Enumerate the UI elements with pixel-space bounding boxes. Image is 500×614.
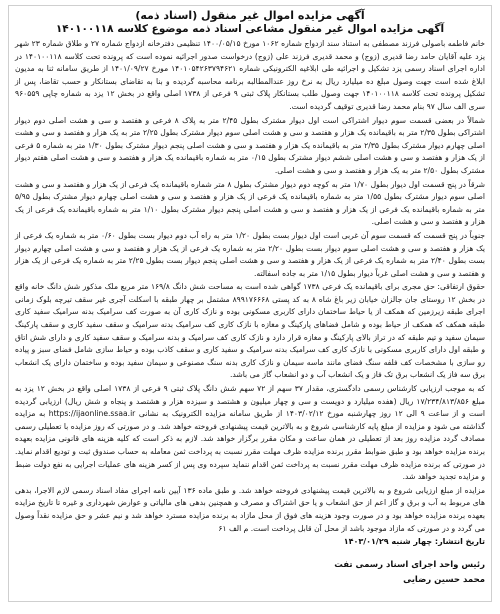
paragraph-terms: مزایده از مبلغ ارزیابی شروع و به بالاترین قیمت پیشنهادی فروخته خواهد شد. و طبق ماده ۱۳۶ آیین نامه اجرای مفاد اسناد رسمی لازم الاجرا، بدهی های مربوط به آب و برق و گاز اعم از حق انشعاب و یا حق اشتراک و مصرف و همچنین بدهی های مالیاتی و عوارض شهرداری و غیره تا تاریخ مزایده بعهده برنده مزایده خواهد بود و در صورت وجود هزینه های فوق از محل مازاد به برنده مزایده مسترد خواهد شد و نیم عشر و حق مزایده نقداً وصول می گردد و در صورتی که مازاد موجود باشد از محل آن قابل پرداخت است. م الف ۶۱ <box>15 485 486 533</box>
signature-name: محمد حسین رضایی <box>403 575 485 586</box>
paragraph-property-description: حقوق ارتفاقی: حق مجری برای باقیمانده یک فرعی ۱۷۳۸ گواهی شده است به مساحت شش دانگ ۱۶۹/۸ متر مربع ملک مذکور شش دانگ خانه واقع در بخش ۱۲ روستای جان جالزان خیابان زیر باغ شاه ۸ به کد پستی ۸۹۹۱۷۶۶۶۸ مشتمل بر چهار طبقه با اسکلت آجری غیر سقف تیرچه بلوک زمانی اجرای طبقه زیرزمین که همکف از یا حیاط ساختمان دارای کاربری مسکونی بوده و نازک کاری آن به صورت کف سرامیک بدنه سرامیک سفید کاری طبقه همکف که همکف از حیاط بوده و شامل فضاهای پارکینگ و مغازه با نازک کاری کف سرامیک بدنه سرامیک و سقف سفید کاری و سقف پارکینگ سیمان سفید و تیم طبقه که در تراز بالای پارکینگ و مغازه قرار دارد و نازک کاری کف سرامیک و بدنه سرامیک و سقف سفید کاری و دارای شش اتاق و طبقه اول دارای کاربری مسکونی با نازک کاری کف سرامیک بدنه سرامیک و سفید کاری و سقف کاذب بوده و حیاط سازی شامل فضای سبز و پیاده رو سازی با مشخصات کف فلفه سنگ فضای مانند ماسه سیمان و نازک کاری بدنه سنگ مصنوعی و سیمان سفید بوده و ساختمان دارای یک انشعاب برق سه فاز یک انشعاب برق تک فاز و یک انشعاب آب و دو انشعاب گاز می باشد. <box>15 282 485 380</box>
paragraph-valuation-auction: که به موجب ارزیابی کارشناس رسمی دادگستری، مقدار ۳۷ سهم از ۷۲ سهم شش دانگ پلاک ثبتی ۹ فرعی از ۱۷۳۸ اصلی واقع در بخش ۱۲ یزد به مبلغ ۱۷/۲۳۴/۸۱۳/۸۵۶ ریال (هفده میلیارد و دویست و سی و چهار میلیون و هشتصد و سیزده هزار و هشتصد و پنجاه و شش ریال) ارزیابی گردیده است و از ساعت ۹ الی ۱۲ روز چهارشنبه مورخ ۱۴۰۳/۰۲/۱۲ از طریق سامانه مزایده الکترونیک به نشانی https://ijaonline.ssaa.ir به مزایده گذاشته می شود و مزایده از مبلغ پایه کارشناسی شروع و به بالاترین قیمت پیشنهادی فروخته خواهد شد. و در صورتی که روز مزایده با تعطیلی رسمی مصادف گردد مزایده روز بعد از تعطیلی در همان ساعت و مکان مقرر برگزار خواهد شد. لازم به ذکر است که کلیه هزینه های قانونی مزایده بعهده برنده مزایده خواهد بود و طبق ضوابط مقرر برنده مزایده ظرف مهلت مقرر نسبت به پرداخت ثمن معامله به حساب صندوق ثبت و تودیع اقدام نماید. در صورتی که برنده مزایده ظرف مهلت مقرر نسبت به پرداخت ثمن اقدام ننماید سپرده وی پس از کسر هزینه های عملیات اجرایی به نفع دولت ضبط و مزایده تجدید خواهد شد. <box>15 384 486 482</box>
paragraph-intro: خانم فاطمه باصولی فرزند مصطفی به استناد سند ازدواج شماره ۱۰۶۲ مورخ ۱۴۰۰/۰۵/۱۵ تنظیمی دفترخانه ازدواج شماره ۲۷ و طلاق شماره ۲۳ شهر یزد علیه آقایان حامد رضا قدیری (زوج) و محمد قدیری فرزند علی (زوج) درخواست صدور اجرائیه نموده است که پرونده تحت کلاسه ۱۴۰۱۰۰۱۱۸ در اداره اجرای اسناد رسمی یزد تشکیل و اجرائیه طی ابلاغیه الکترونیکی شماره ۱۴۰۱۰۵۴۲۶۳۷۹۴۶۲۱ مورخ ۱۴۰۱/۰۹/۲۷ از طریق سامانه ثنا به مدیون ابلاغ شده است جهت وصول مبلغ ده میلیارد ریال به نرخ روز عندالمطالبه برنامه محاسبه گردیده و بنا به تقاضای بستانکار و حسب تقاضا، پس از تشکیل پرونده تحت کلاسه ۱۴۰۱۰۰۱۱۸ جهت وصول طلب بستانکار پلاک ثبتی ۹ فرعی از ۱۷۳۸ اصلی واقع در بخش ۱۲ یزد به شماره چاپی ۹۶۰۵۵۹ سری الف سال ۹۷ بنام محمد رضا قدیری توقیف گردیده است. <box>15 39 486 111</box>
notice-subtitle: آگهی مزایده اموال غیر منقول مشاعی اسناد ذمه موضوع کلاسه ۱۴۰۱۰۰۱۱۸ <box>55 23 445 35</box>
notice-body <box>9 35 491 535</box>
paragraph-south-boundary: جنوباً در پنج قسمت که قسمت سوم آن غربی است اول دیوار بست بطول ۱/۲۰ متر به راه آب دوم دیوار بست بطول ۰/۶۰ متر به شماره یک فرعی از یک هزار و هفتصد و سی و هشت اصلی سوم دیوار بست بطول ۲/۲۰ متر به شماره یک فرعی از یک هزار و هفتصد و سی و هشت اصلی چهارم دیوار بست بطول ۲/۴۰ متر به شماره یک فرعی از یک هزار و هفتصد و سی و هشت اصلی پنجم دیوار بست بطول ۲/۲۵ متر به شماره یک فرعی از یک هزار و هفتصد و سی و هشت اصلی غرباً دیوار بطول ۱/۱۵ متر به جاده اسفالته. <box>15 230 486 278</box>
paragraph-north-boundary: شمالاً در بعضی قسمت سوم دیوار اشتراکی است اول دیوار مشترک بطول ۲/۴۵ متر به پلاک ۸ فرعی و هفتصد و سی و هشت اصلی دوم دیوار اشتراکی بطول ۲/۳۵ متر به باقیمانده یک هزار و هفتصد و سی و هشت اصلی سوم دیوار مشترک بطول ۲/۲۵ متر به یک هزار و هفتصد و سی و هشت اصلی چهارم دیوار مشترک بطول ۲/۳۵ متر به باقیمانده یک هزار و هفتصد و سی و هشت اصلی پنجم دیوار مشترک بطول ۱/۳۰ متر به شماره ۵ فرعی از یک هزار و هفتصد و سی و هشت اصلی ششم دیوار مشترک بطول ۰/۱۵ متر به شماره باقیمانده یک هزار و هفتصد و سی و هشت اصلی هفتم دیوار مشترک بطول ۲/۵۰ متر به یک هزار و هفتصد و سی و هشت اصلی. <box>15 115 485 175</box>
signature-office: رئیس واحد اجرای اسناد رسمی تفت <box>334 560 485 571</box>
notice-title: آگهی مزایده اموال غیر منقول (اسناد ذمه) <box>135 9 365 22</box>
paragraph-east-boundary: شرقاً در پنج قسمت اول دیوار بطول ۱/۷۰ متر به کوچه دوم دیوار مشترک بطول ۸ متر شماره باقیمانده یک فرعی از یک هزار و هفتصد و سی و هشت اصلی سوم دیوار مشترک بطول ۱/۵۵ متر به شماره باقیمانده یک فرعی از یک هزار و هفتصد و سی و هشت اصلی چهارم دیوار مشترک بطول ۵/۹۵ متر به شماره باقیمانده یک فرعی از یک هزار و هفتصد و سی و هشت اصلی پنجم دیوار مشترک بطول ۱/۱۰ متر به شماره باقیمانده یک فرعی از یک هزار و هفتصد و سی و هشت اصلی. <box>15 179 485 227</box>
signature-block <box>9 558 491 588</box>
notice-page <box>8 5 492 602</box>
publish-date: تاریخ انتشار: چهار شنبه ۱۴۰۳/۰۱/۲۹ <box>343 537 485 547</box>
